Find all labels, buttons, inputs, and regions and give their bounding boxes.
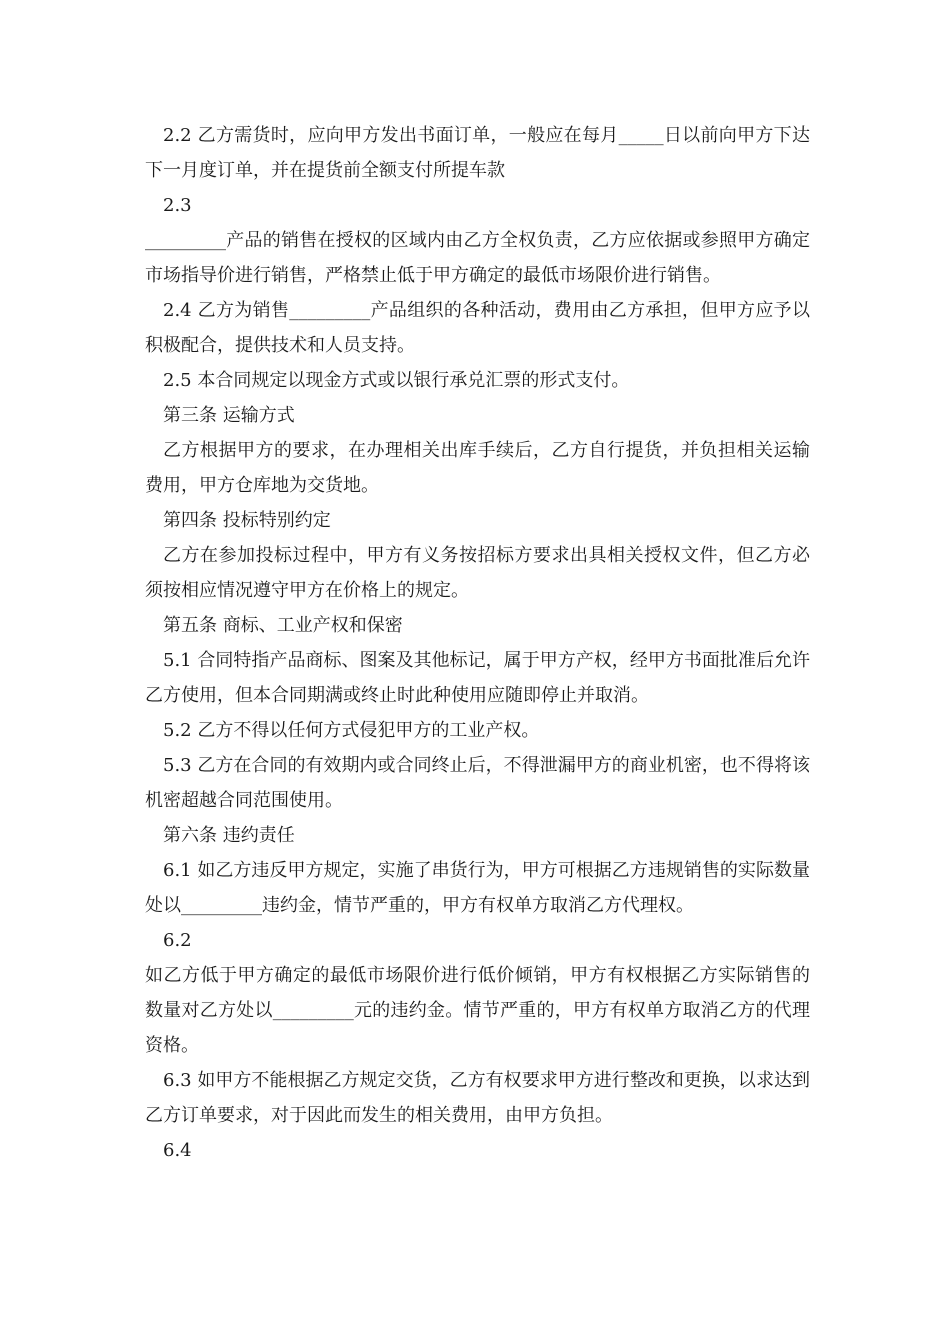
clause-6-4-number: 6.4 bbox=[163, 1140, 192, 1161]
clause-2-3-text: _________产品的销售在授权的区域内由乙方全权负责，乙方应依据或参照甲方确定市场指导价进行销售，严格禁止低于甲方确定的最低市场限价进行销售。 bbox=[145, 230, 810, 286]
clause-5-3: 5.3 乙方在合同的有效期内或合同终止后，不得泄漏甲方的商业机密，也不得将该机密超越合同范围使用。 bbox=[145, 755, 810, 811]
clause-2-5: 2.5 本合同规定以现金方式或以银行承兑汇票的形式支付。 bbox=[163, 370, 630, 391]
article-3-heading: 第三条 运输方式 bbox=[163, 405, 295, 426]
article-5-heading: 第五条 商标、工业产权和保密 bbox=[163, 615, 403, 636]
clause-6-3: 6.3 如甲方不能根据乙方规定交货，乙方有权要求甲方进行整改和更换，以求达到乙方订单要求，对于因此而发生的相关费用，由甲方负担。 bbox=[145, 1070, 810, 1126]
article-6-heading: 第六条 违约责任 bbox=[163, 825, 295, 846]
clause-6-2-number: 6.2 bbox=[163, 930, 192, 951]
clause-6-2-text: 如乙方低于甲方确定的最低市场限价进行低价倾销，甲方有权根据乙方实际销售的数量对乙方处以_________元的违约金。情节严重的，甲方有权单方取消乙方的代理资格。 bbox=[145, 965, 810, 1056]
article-3-text: 乙方根据甲方的要求，在办理相关出库手续后，乙方自行提货，并负担相关运输费用，甲方仓库地为交货地。 bbox=[145, 440, 810, 496]
clause-6-1: 6.1 如乙方违反甲方规定，实施了串货行为，甲方可根据乙方违规销售的实际数量处以_________违约金，情节严重的，甲方有权单方取消乙方代理权。 bbox=[145, 860, 810, 916]
clause-5-2: 5.2 乙方不得以任何方式侵犯甲方的工业产权。 bbox=[163, 720, 540, 741]
clause-2-4: 2.4 乙方为销售_________产品组织的各种活动，费用由乙方承担，但甲方应予以积极配合，提供技术和人员支持。 bbox=[145, 300, 810, 356]
clause-2-2: 2.2 乙方需货时，应向甲方发出书面订单，一般应在每月_____日以前向甲方下达下一月度订单，并在提货前全额支付所提车款 bbox=[145, 125, 810, 181]
clause-5-1: 5.1 合同特指产品商标、图案及其他标记，属于甲方产权，经甲方书面批准后允许乙方使用，但本合同期满或终止时此种使用应随即停止并取消。 bbox=[145, 650, 810, 706]
clause-2-3-number: 2.3 bbox=[163, 195, 192, 216]
document-body bbox=[145, 118, 810, 1168]
article-4-heading: 第四条 投标特别约定 bbox=[163, 510, 331, 531]
article-4-text: 乙方在参加投标过程中，甲方有义务按招标方要求出具相关授权文件，但乙方必须按相应情况遵守甲方在价格上的规定。 bbox=[145, 545, 810, 601]
